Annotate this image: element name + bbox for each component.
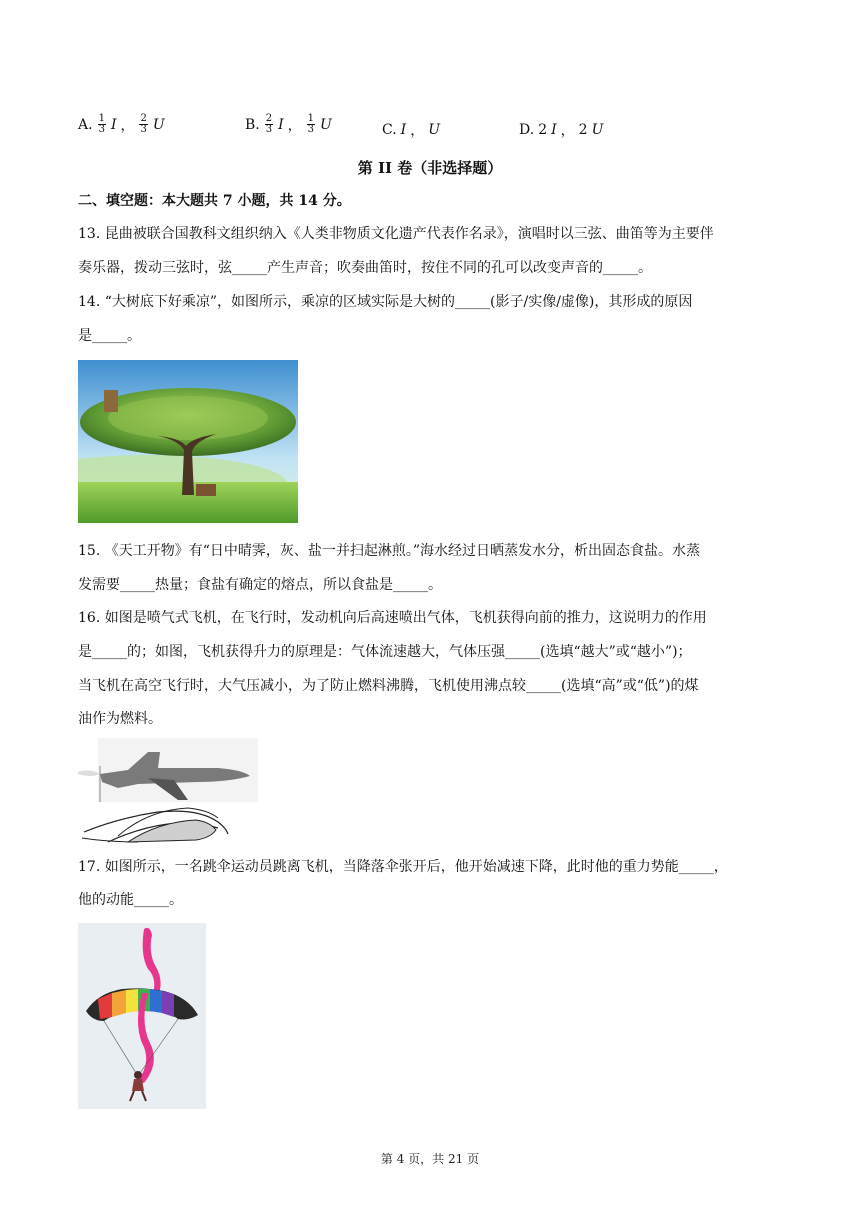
option-d-label: D. [519,122,535,138]
separator: ， [120,117,135,134]
variable: I [400,122,407,138]
parachute-figure [78,923,206,1109]
denominator: 3 [265,124,273,135]
separator: ， [560,123,575,139]
denominator: 3 [140,124,147,135]
option-a [78,114,165,135]
page-footer: 第 4 页，共 21 页 [380,1152,480,1166]
separator: ， [410,123,425,139]
section-heading: 二、填空题：本大题共 7 小题，共 14 分。 [78,193,351,209]
question-16-line-2: 是_____的；如图，飞机获得升力的原理是：气体流速越大，气体压强_____(选填“越大”或“越小”)； [78,644,692,660]
question-17-line-2: 他的动能_____。 [78,892,183,908]
fraction [265,114,273,135]
denominator: 3 [307,124,315,135]
question-14-line-2: 是_____。 [78,328,141,344]
numerator: 1 [307,113,315,124]
variable: U [428,122,441,138]
variable: U [320,116,332,133]
question-16-line-4: 油作为燃料。 [78,711,162,727]
coefficient: 2 [538,122,548,138]
question-14-line-1: 14. “大树底下好乘凉”，如图所示，乘凉的区域实际是大树的_____(影子/实像/虚像)，其形成的原因 [78,294,693,310]
variable: I [551,122,557,138]
fraction [307,114,315,135]
variable: I [278,116,284,133]
question-13-line-1: 13. 昆曲被联合国教科文组织纳入《人类非物质文化遗产代表作名录》，演唱时以三弦、曲笛等为主要伴 [78,226,714,242]
section-title: 第 II 卷（非选择题） [357,159,503,177]
option-c [382,120,440,140]
jet-airfoil-figure [78,738,258,844]
option-a-label: A. [78,116,93,133]
separator: ， [287,117,302,134]
option-c-label: C. [382,122,397,138]
question-17-line-1: 17. 如图所示，一名跳伞运动员跳离飞机，当降落伞张开后，他开始减速下降，此时他的重力势能_____， [78,859,728,875]
tree-figure [78,360,298,523]
option-b-label: B. [245,116,260,133]
coefficient: 2 [578,122,588,138]
option-d [519,120,603,140]
fraction [139,114,147,135]
question-16-line-1: 16. 如图是喷气式飞机，在飞行时，发动机向后高速喷出气体，飞机获得向前的推力，这说明力的作用 [78,610,707,626]
option-b [245,114,332,135]
variable: I [110,116,117,133]
fraction [98,114,106,135]
numerator: 1 [98,113,105,124]
question-15-line-2: 发需要_____热量；食盐有确定的熔点，所以食盐是_____。 [78,577,442,593]
question-16-line-3: 当飞机在高空飞行时，大气压减小，为了防止燃料沸腾，飞机使用沸点较_____(选填“高”或“低”)的煤 [78,678,699,694]
variable: U [152,116,165,133]
question-15-line-1: 15. 《天工开物》有“日中晴霁，灰、盐一并扫起淋煎。”海水经过日晒蒸发水分，析出固态食盐。水蒸 [78,543,701,559]
denominator: 3 [98,124,105,135]
question-13-line-2: 奏乐器，拨动三弦时，弦_____产生声音；吹奏曲笛时，按住不同的孔可以改变声音的_____。 [78,260,652,276]
numerator: 2 [265,113,273,124]
variable: U [591,122,604,138]
numerator: 2 [140,113,147,124]
answer-options [78,114,638,144]
